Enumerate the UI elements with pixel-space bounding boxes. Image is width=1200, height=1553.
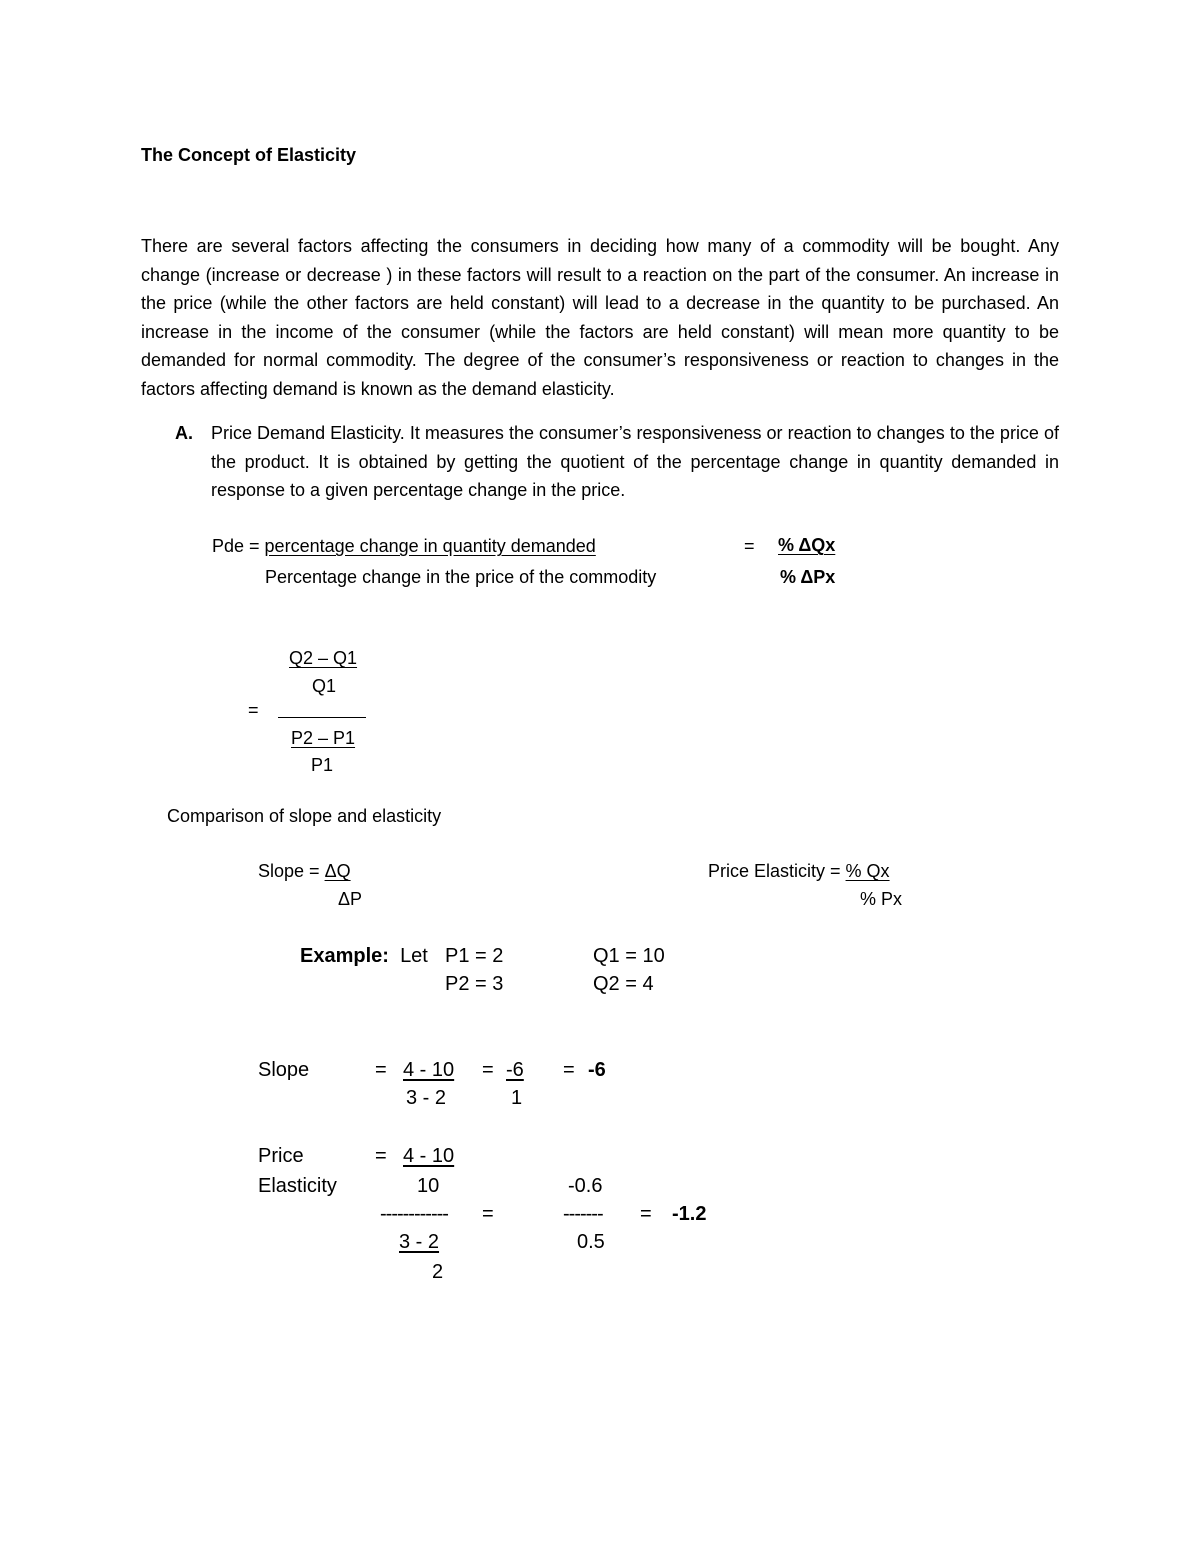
section-a-text: Price Demand Elasticity. It measures the consumer’s responsiveness or reaction to changes to the price of the product. It is obtained by getting the quotient of the percentage change in quantity demanded in response to a given percentage change in the price.: [211, 423, 1059, 500]
elasticity-calc-eq3: =: [640, 1203, 652, 1225]
example-q2: Q2 = 4: [593, 973, 654, 995]
elasticity-calc-label-2: Elasticity: [258, 1175, 337, 1197]
intro-text: There are several factors affecting the consumers in deciding how many of a commodity will be bought. Any change (increase or decrease ) in these factors will result to a reaction on the part of the consumer. An increase in the price (while the other factors are held constant) will lead to a decrease in the quantity to be purchased. An increase in the income of the consumer (while the factors are held constant) will mean more quantity to be demanded for normal commodity. The degree of the consumer’s responsiveness or reaction to changes in the factors affecting demand is known as the demand elasticity.: [141, 236, 1059, 399]
elasticity-calc-result: -1.2: [672, 1203, 707, 1225]
comparison-heading: Comparison of slope and elasticity: [167, 806, 442, 826]
elasticity-calc-val-bottom: 0.5: [577, 1231, 605, 1253]
elasticity-definition: [708, 862, 890, 880]
elasticity-calc-num-top: 4 - 10: [403, 1145, 455, 1167]
section-a: [141, 419, 1059, 505]
slope-calc-den1: 3 - 2: [406, 1087, 447, 1109]
pde-lhs: Pde =: [212, 536, 265, 556]
slope-definition: [258, 862, 351, 880]
example-q1: Q1 = 10: [593, 945, 665, 967]
elasticity-calc-dashes-1: ------------: [380, 1203, 448, 1225]
elasticity-calc-dashes-2: -------: [563, 1203, 603, 1225]
document-title: The Concept of Elasticity: [141, 145, 357, 165]
ratio-equals: =: [248, 700, 259, 720]
ratio-bottom-numerator: P2 – P1: [291, 728, 356, 748]
elasticity-def-numerator: % Qx: [845, 861, 890, 881]
elasticity-calc-label-1: Price: [258, 1145, 304, 1167]
pde-sym-numerator: % ΔQx: [778, 535, 836, 555]
elasticity-calc-eq1: =: [375, 1145, 387, 1167]
elasticity-calc-den-top: 3 - 2: [399, 1231, 440, 1253]
slope-calc-label: Slope: [258, 1059, 310, 1081]
pde-denominator: Percentage change in the price of the commodity: [265, 567, 657, 587]
slope-calc-num2: -6: [506, 1059, 524, 1081]
ratio-fraction-bar: [278, 717, 366, 718]
ratio-top-denominator: Q1: [312, 676, 337, 696]
example-p1: P1 = 2: [445, 945, 504, 967]
example-label: [300, 946, 428, 966]
slope-calc-eq3: =: [563, 1059, 575, 1081]
elasticity-def-denominator: % Px: [860, 889, 903, 909]
elasticity-calc-val-top: -0.6: [568, 1175, 603, 1197]
section-a-marker: A.: [175, 423, 193, 443]
intro-paragraph: [141, 232, 1059, 403]
elasticity-calc-num-bottom: 10: [417, 1175, 440, 1197]
slope-calc-eq2: =: [482, 1059, 494, 1081]
elasticity-calc-den-bottom: 2: [432, 1261, 444, 1283]
example-let: Let: [400, 945, 428, 967]
pde-equals: =: [744, 536, 755, 556]
slope-calc-result: -6: [588, 1059, 606, 1081]
pde-formula: [212, 537, 596, 555]
slope-def-numerator: ΔQ: [324, 861, 351, 881]
example-p2: P2 = 3: [445, 973, 504, 995]
slope-calc-num1: 4 - 10: [403, 1059, 455, 1081]
slope-def-label: Slope =: [258, 861, 325, 881]
pde-numerator: percentage change in quantity demanded: [264, 536, 596, 556]
pde-sym-denominator: % ΔPx: [780, 567, 836, 587]
ratio-top-numerator: Q2 – Q1: [289, 648, 358, 668]
elasticity-calc-eq2: =: [482, 1203, 494, 1225]
slope-def-denominator: ΔP: [338, 889, 363, 909]
ratio-bottom-denominator: P1: [311, 755, 334, 775]
slope-calc-eq1: =: [375, 1059, 387, 1081]
elasticity-def-label: Price Elasticity =: [708, 861, 846, 881]
slope-calc-den2: 1: [511, 1087, 523, 1109]
example-word: Example:: [300, 945, 389, 967]
